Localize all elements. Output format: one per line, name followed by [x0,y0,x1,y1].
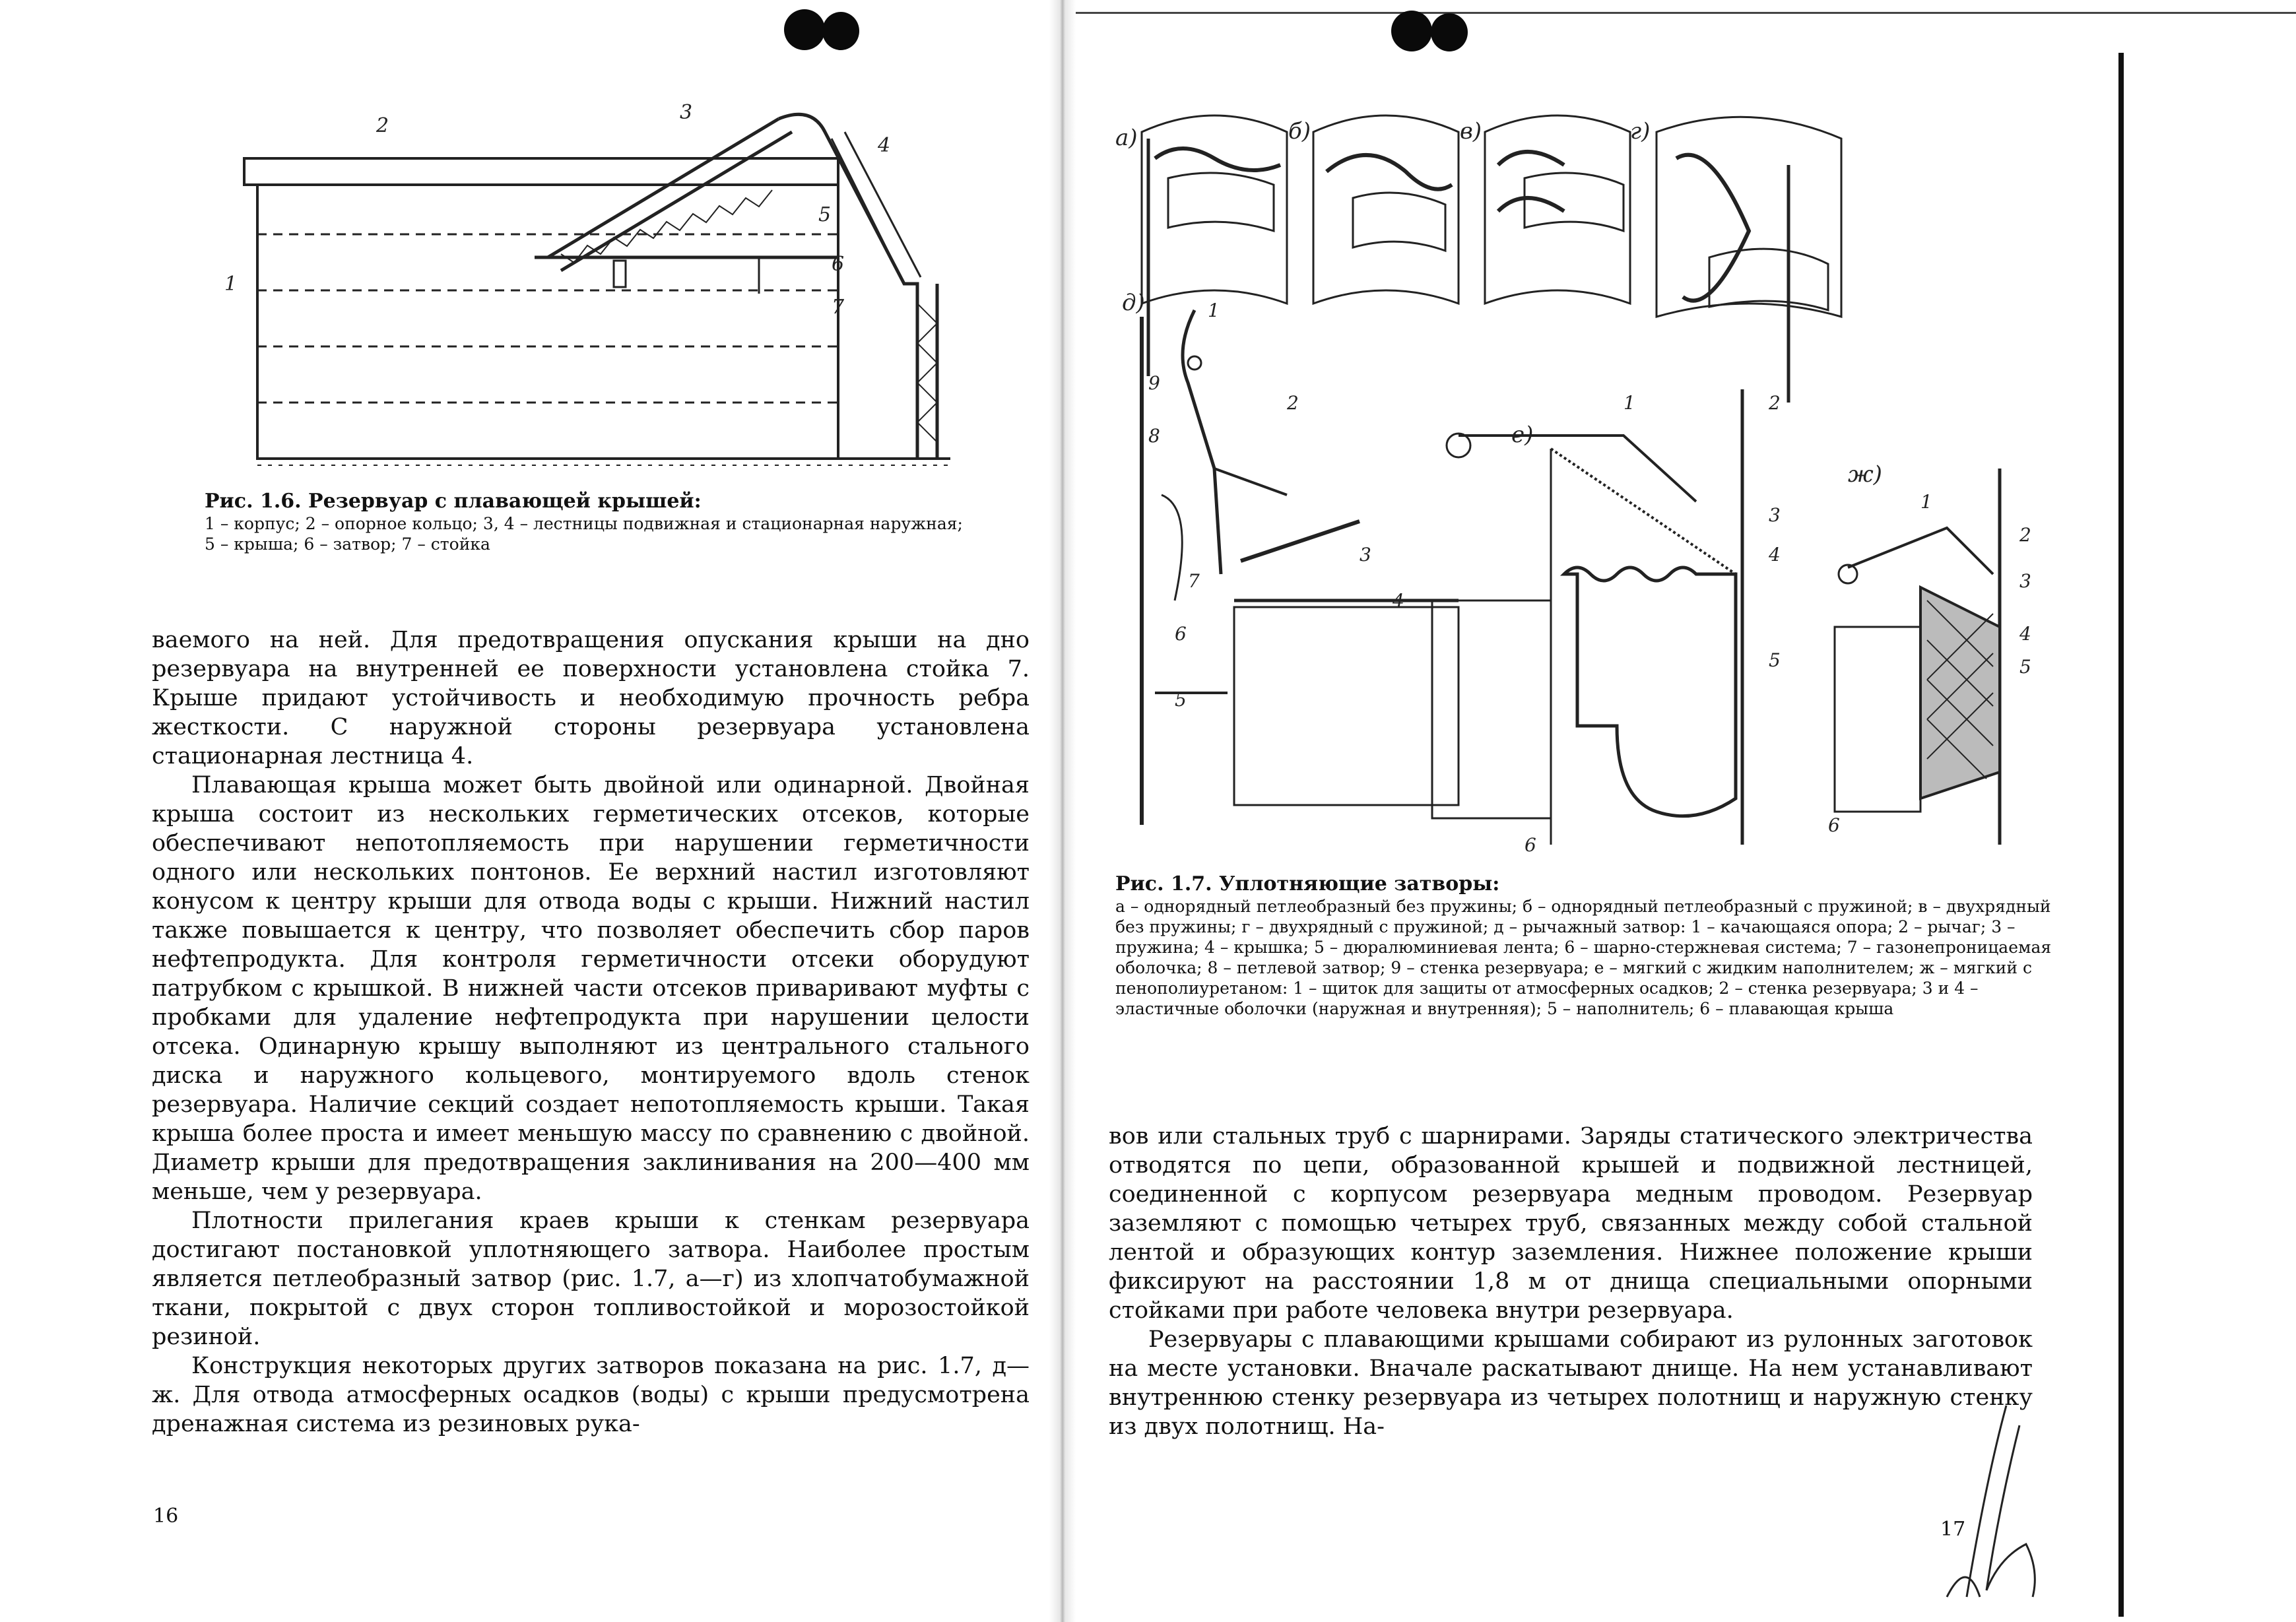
panel-label-a: а) [1115,125,1138,151]
d-label-1: 1 [1208,300,1220,321]
d-label-6: 6 [1175,623,1187,645]
right-paragraph-2: Резервуары с плавающими крышами собирают из рулонных заготовок на месте установки. Вначале раскатывают днище. На нем устанавливают внутреннюю стенку резервуара из четырех полотнищ и наружную стенку из двух полотнищ. На- [1109,1326,2033,1440]
zh-label-6: 6 [1828,814,1840,836]
panel-label-b: б) [1288,118,1311,145]
fig-label-6: 6 [832,253,845,276]
figure-1-6-title: Рис. 1.6. Резервуар с плавающей крышей: [205,490,702,513]
figure-1-6-tank [218,92,970,488]
d-label-9: 9 [1148,372,1160,394]
figure-1-7-seals [1115,99,2105,878]
panel-zh [1835,469,2000,845]
fig-label-7: 7 [832,296,845,319]
d-label-4: 4 [1393,590,1404,612]
right-body-text [1109,1122,2033,1441]
panel-label-zh: ж) [1848,461,1882,488]
panel-g [1656,117,1841,403]
d-label-5: 5 [1175,689,1187,711]
left-paragraph-4: Конструкция некоторых других затворов показана на рис. 1.7, д—ж. Для отвода атмосферных осадков (воды) с крыши предусмотрена дренажная система из резиновых рука- [152,1353,1030,1437]
e-label-6: 6 [1525,834,1536,856]
panel-v [1485,115,1630,304]
e-label-2: 2 [1769,392,1781,414]
right-page [1049,0,2296,1622]
left-paragraph-3: Плотности прилегания краев крыши к стенкам резервуара достигают постановкой уплотняющего затвора. Наиболее простым является петлеобразный затвор (рис. 1.7, а—г) из хлопчатобумажной ткани, покрытой с двух сторон топливостойкой и морозостойкой резиной. [152,1208,1030,1350]
seal [614,261,626,287]
e-label-1: 1 [1624,392,1635,414]
zh-label-3: 3 [2019,570,2031,592]
panel-a [1142,115,1287,376]
e-label-5: 5 [1769,649,1781,671]
figure-1-6-caption [205,490,964,554]
d-label-3: 3 [1360,544,1371,566]
panel-label-d: д) [1122,290,1145,316]
fig-label-2: 2 [376,114,389,137]
fig-label-3: 3 [680,101,693,124]
fig-label-5: 5 [818,203,832,226]
left-body-text [152,626,1030,1439]
left-paragraph-1: ваемого на ней. Для предотвращения опускания крыши на дно резервуара на внутренней ее поверхности установлена стойка 7. Крыше придают устойчивость и необходимую прочность ребра жесткости. С наружной стороны резервуара установлена стационарная лестница 4. [152,627,1030,769]
figure-1-7-title: Рис. 1.7. Уплотняющие затворы: [1115,872,1500,895]
moving-ladder [548,119,779,257]
zh-label-1: 1 [1920,491,1932,513]
fig-label-4: 4 [878,134,891,157]
left-page [0,0,1049,1622]
figure-1-6-legend: 1 – корпус; 2 – опорное кольцо; 3, 4 – лестницы подвижная и стационарная наружная; 5 – крыша; 6 – затвор; 7 – стойка [205,514,963,554]
e-label-3: 3 [1769,504,1781,526]
zh-label-4: 4 [2019,623,2031,645]
left-paragraph-2: Плавающая крыша может быть двойной или одинарной. Двойная крыша состоит из нескольких герметических отсеков, которые обеспечивают непотопляемость при нарушении герметичности одного или нескольких понтонов. Ее верхний настил изготовляют конусом к центру крыши для отвода воды с крыши. Нижний настил также повышается к центру, что позволяет обеспечить сбор паров нефтепродукта. Для контроля герметичности отсеки оборудуют патрубком с крышкой. В нижней части отсеков приваривают муфты с пробками для удаление нефтепродукта при нарушении целости отсека. Одинарную крышу выполняют из центрального стального диска и наружного кольцевого, монтируемого вдоль стенок резервуара. Наличие секций создает непотопляемость крыши. Такая крыша более проста и имеет меньшую массу по сравнению с двойной. Диаметр крыши для предотвращения заклинивания на 200—400 мм меньше, чем у резервуара. [152,772,1030,1205]
page-number-left: 16 [153,1505,179,1528]
handwritten-signature [1907,1399,2052,1610]
panel-e [1432,389,1742,845]
right-paragraph-1: вов или стальных труб с шарнирами. Заряды статического электричества отводятся по цепи, образованной крышей и подвижной лестницей, соединенной с корпусом резервуара медным проводом. Резервуар заземляют с помощью четырех труб, связанных между собой стальной лентой и образующих контур заземления. Нижнее положение крыши фиксируют на расстоянии 1,8 м от днища специальными опорными стойками при работе человека внутри резервуара. [1109,1123,2033,1324]
d-label-8: 8 [1148,425,1160,447]
panel-label-e: е) [1511,422,1534,448]
figure-1-7-caption [1115,872,2059,1019]
d-label-7: 7 [1188,570,1200,592]
support-ring [244,158,838,185]
d-label-2: 2 [1287,392,1299,414]
tank-shell [257,185,838,459]
fig-label-1: 1 [224,273,238,296]
figure-1-7-legend: а – однорядный петлеобразный без пружины; б – однорядный петлеобразный с пружиной; в – двухрядный без пружины; г – двухрядный с пружиной; д – рычажный затвор: 1 – качающаяся опора; 2 – рычаг; 3 – пружина; 4 – крышка; 5 – дюралюминиевая лента; 6 – шарно-стержневая система; 7 – газонепроницаемая оболочка; 8 – петлевой затвор; 9 – стенка резервуара; е – мягкий с жидким наполнителем; ж – мягкий с пенополиуретаном: 1 – щиток для защиты от атмосферных осадков; 2 – стенка резервуара; 3 и 4 – эластичные оболочки (наружная и внутренняя); 5 – наполнитель; 6 – плавающая крыша [1115,897,2052,1018]
e-label-4: 4 [1769,544,1781,566]
panel-label-v: в) [1460,118,1482,145]
panel-label-g: г) [1630,118,1651,145]
panel-d [1142,310,1459,825]
zh-label-5: 5 [2019,656,2031,678]
zh-label-2: 2 [2019,524,2031,546]
stationary-ladder [779,114,917,459]
page-number-right: 17 [1940,1518,1966,1541]
panel-b [1313,115,1459,304]
